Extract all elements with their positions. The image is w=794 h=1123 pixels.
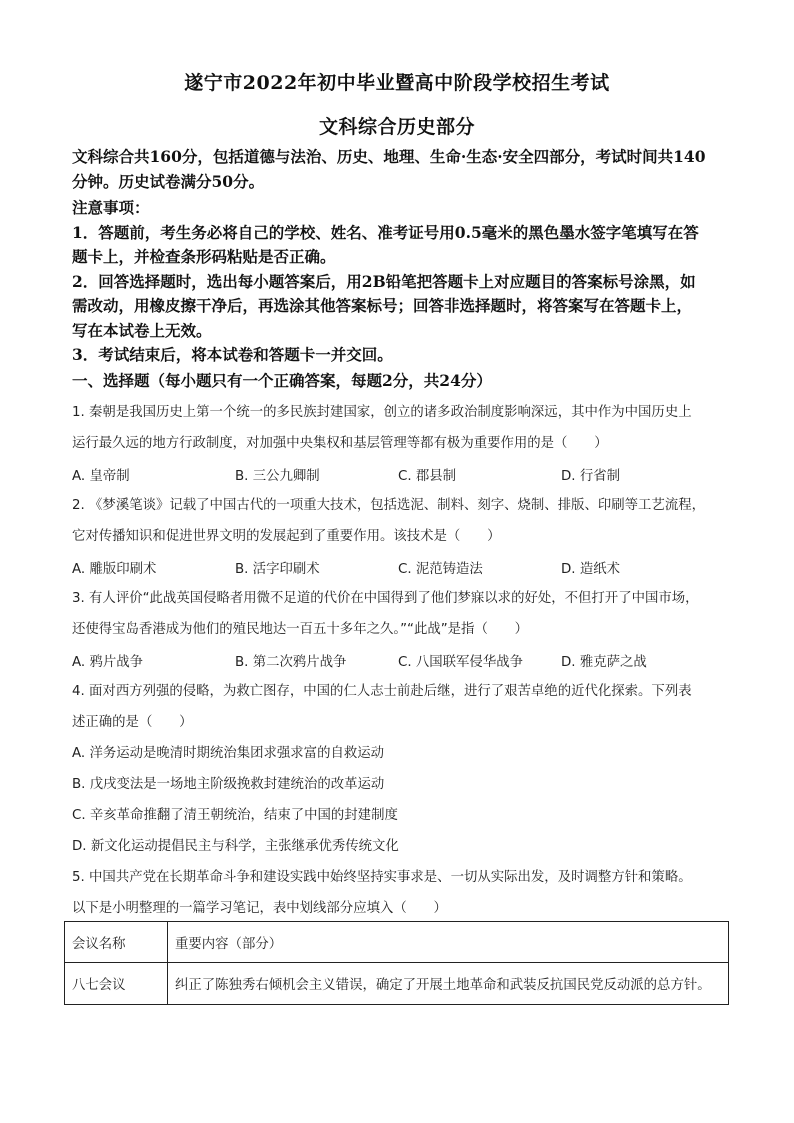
notes-table <box>64 921 729 1005</box>
question-stem: 还使得宝岛香港成为他们的殖民地达一百五十多年之久。”“此战”是指（ ） <box>72 622 528 637</box>
note-item: 2．回答选择题时，选出每小题答案后，用2B铅笔把答题卡上对应题目的答案标号涂黑，如 <box>72 271 696 291</box>
option-a: A. 鸦片战争 <box>72 655 143 670</box>
question-stem: 3. 有人评价“此战英国侵略者用微不足道的代价在中国得到了他们梦寐以求的好处，不但打开了中国市场， <box>72 591 699 606</box>
question-list <box>72 397 732 924</box>
table-header-cell: 会议名称 <box>65 922 168 963</box>
option-b: B. 第二次鸦片战争 <box>235 655 347 670</box>
note-item: 题卡上，并检查条形码粘贴是否正确。 <box>72 247 336 266</box>
option-row <box>72 645 732 676</box>
option-row <box>72 459 732 490</box>
question-stem: 以下是小明整理的一篇学习笔记，表中划线部分应填入（ ） <box>72 901 447 916</box>
option-c: C. 辛亥革命推翻了清王朝统治，结束了中国的封建制度 <box>72 808 398 823</box>
question-2 <box>72 490 732 583</box>
option-c: C. 郡县制 <box>398 469 457 484</box>
section-heading: 一、选择题（每小题只有一个正确答案，每题2分，共24分） <box>72 371 492 390</box>
intro-line: 分钟。历史试卷满分50分。 <box>72 171 265 191</box>
question-stem: 2. 《梦溪笔谈》记载了中国古代的一项重大技术，包括选泥、制料、刻字、烧制、排版、印刷等工艺流程， <box>72 498 705 513</box>
question-3 <box>72 583 732 676</box>
exam-title: 遂宁市2022年初中毕业暨高中阶段学校招生考试 <box>184 72 610 94</box>
notes-block <box>72 196 732 368</box>
note-item: 需改动，用橡皮擦干净后，再选涂其他答案标号；回答非选择题时，将答案写在答题卡上， <box>72 296 693 315</box>
question-stem: 运行最久远的地方行政制度，对加强中央集权和基层管理等都有极为重要作用的是（ ） <box>72 436 608 451</box>
option-d: D. 新文化运动提倡民主与科学，主张继承优秀传统文化 <box>72 839 399 854</box>
option-b: B. 三公九卿制 <box>235 469 320 484</box>
question-stem: 4. 面对西方列强的侵略，为救亡图存，中国的仁人志士前赴后继，进行了艰苦卓绝的近代化探索。下列表 <box>72 684 692 699</box>
exam-subtitle: 文科综合历史部分 <box>318 116 475 138</box>
intro-line: 文科综合共160分，包括道德与法治、历史、地理、生命·生态·安全四部分，考试时间共140 <box>72 147 706 166</box>
question-1 <box>72 397 732 490</box>
option-a: A. 皇帝制 <box>72 469 130 484</box>
option-row <box>72 552 732 583</box>
option-b: B. 戊戌变法是一场地主阶级挽救封建统治的改革运动 <box>72 777 385 792</box>
notes-heading: 注意事项： <box>72 198 150 217</box>
note-item: 1．答题前，考生务必将自己的学校、姓名、准考证号用0.5毫米的黑色墨水签字笔填写在答 <box>72 222 699 242</box>
note-item: 写在本试卷上无效。 <box>72 320 212 340</box>
option-c: C. 八国联军侵华战争 <box>398 655 523 670</box>
option-c: C. 泥范铸造法 <box>398 562 483 577</box>
question-stem: 它对传播知识和促进世界文明的发展起到了重要作用。该技术是（ ） <box>72 529 501 544</box>
table-cell: 纠正了陈独秀右倾机会主义错误，确定了开展土地革命和武装反抗国民党反动派的总方针。 <box>168 963 729 1005</box>
question-stem: 5. 中国共产党在长期革命斗争和建设实践中始终坚持实事求是、一切从实际出发，及时调整方针和策略。 <box>72 870 692 885</box>
option-a: A. 洋务运动是晚清时期统治集团求强求富的自救运动 <box>72 746 385 761</box>
option-d: D. 雅克萨之战 <box>561 655 647 670</box>
question-4 <box>72 676 732 862</box>
option-d: D. 造纸术 <box>561 562 620 577</box>
table-header-row <box>65 922 729 963</box>
question-stem: 1. 秦朝是我国历史上第一个统一的多民族封建国家，创立的诸多政治制度影响深远，其中作为中国历史上 <box>72 405 692 420</box>
exam-intro <box>72 145 732 194</box>
note-item: 3．考试结束后，将本试卷和答题卡一并交回。 <box>72 345 393 364</box>
option-a: A. 雕版印刷术 <box>72 562 157 577</box>
option-d: D. 行省制 <box>561 469 620 484</box>
question-stem: 述正确的是（ ） <box>72 715 193 730</box>
question-5 <box>72 862 732 924</box>
table-header-cell: 重要内容（部分） <box>168 922 729 963</box>
table-cell: 八七会议 <box>65 963 168 1005</box>
table-row <box>65 963 729 1005</box>
option-b: B. 活字印刷术 <box>235 562 320 577</box>
